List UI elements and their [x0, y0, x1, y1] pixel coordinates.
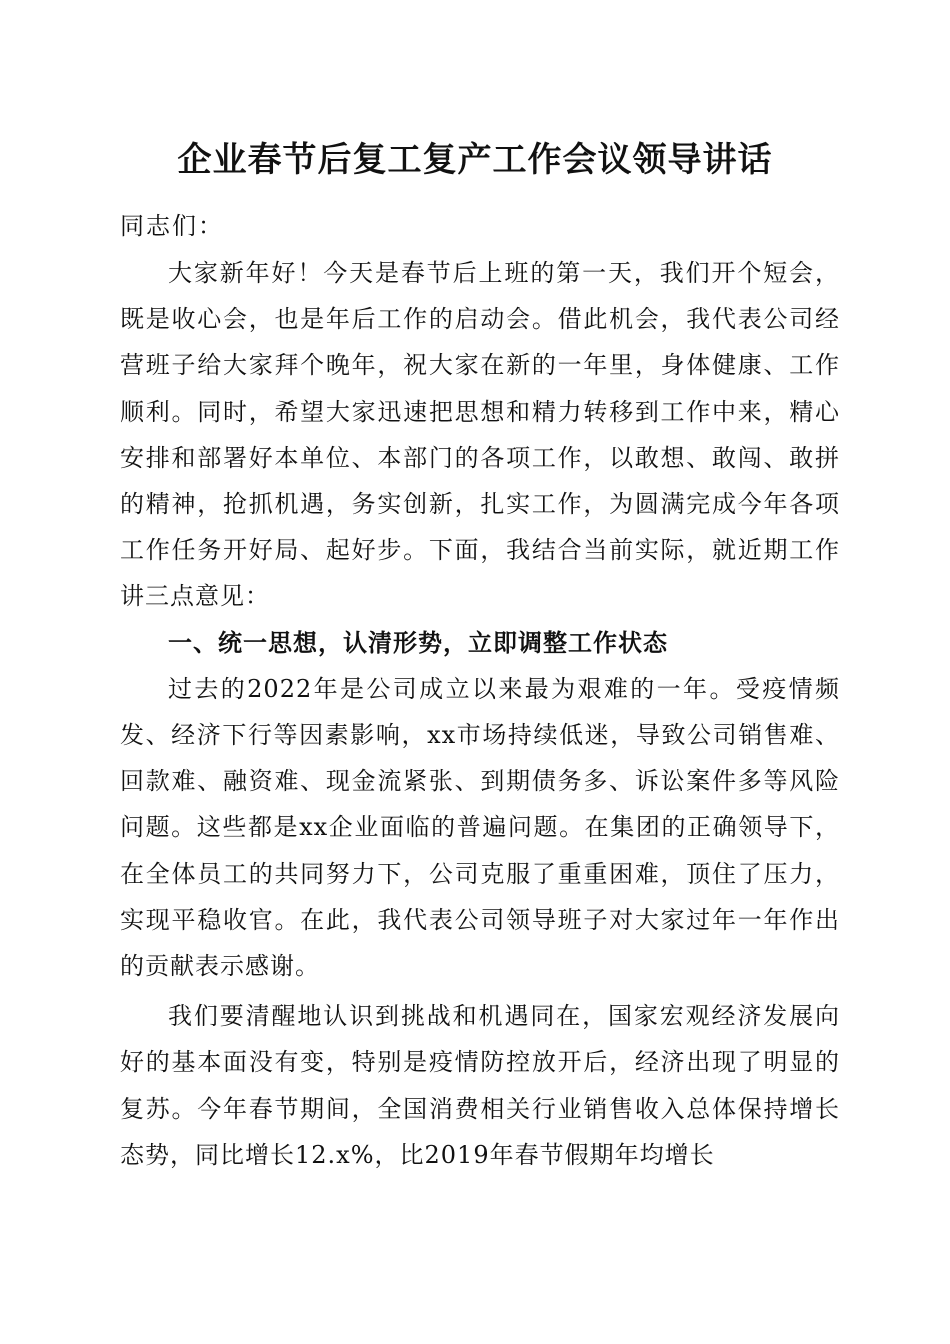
- document-title: 企业春节后复工复产工作会议领导讲话: [177, 140, 773, 180]
- paragraph-intro: 大家新年好！今天是春节后上班的第一天，我们开个短会，既是收心会，也是年后工作的启动会。借此机会，我代表公司经营班子给大家拜个晚年，祝大家在新的一年里，身体健康、工作顺利。同时，希望大家迅速把思想和精力转移到工作中来，精心安排和部署好本单位、本部门的各项工作，以敢想、敢闯、敢拼的精神，抢抓机遇，务实创新，扎实工作，为圆满完成今年各项工作任务开好局、起好步。下面，我结合当前实际，就近期工作讲三点意见：: [120, 259, 840, 611]
- salutation: 同志们：: [120, 212, 224, 240]
- section-heading-1: 一、统一思想，认清形势，立即调整工作状态: [168, 628, 668, 657]
- paragraph-opportunities: 我们要清醒地认识到挑战和机遇同在，国家宏观经济发展向好的基本面没有变，特别是疫情防控放开后，经济出现了明显的复苏。今年春节期间，全国消费相关行业销售收入总体保持增长态势，同比增长12.x%，比2019年春节假期年均增长: [120, 1002, 840, 1169]
- paragraph-review-2022: 过去的2022年是公司成立以来最为艰难的一年。受疫情频发、经济下行等因素影响，xx市场持续低迷，导致公司销售难、回款难、融资难、现金流紧张、到期债务多、诉讼案件多等风险问题。这些都是xx企业面临的普遍问题。在集团的正确领导下，在全体员工的共同努力下，公司克服了重重困难，顶住了压力，实现平稳收官。在此，我代表公司领导班子对大家过年一年作出的贡献表示感谢。: [120, 674, 840, 981]
- document-body: [120, 250, 840, 1178]
